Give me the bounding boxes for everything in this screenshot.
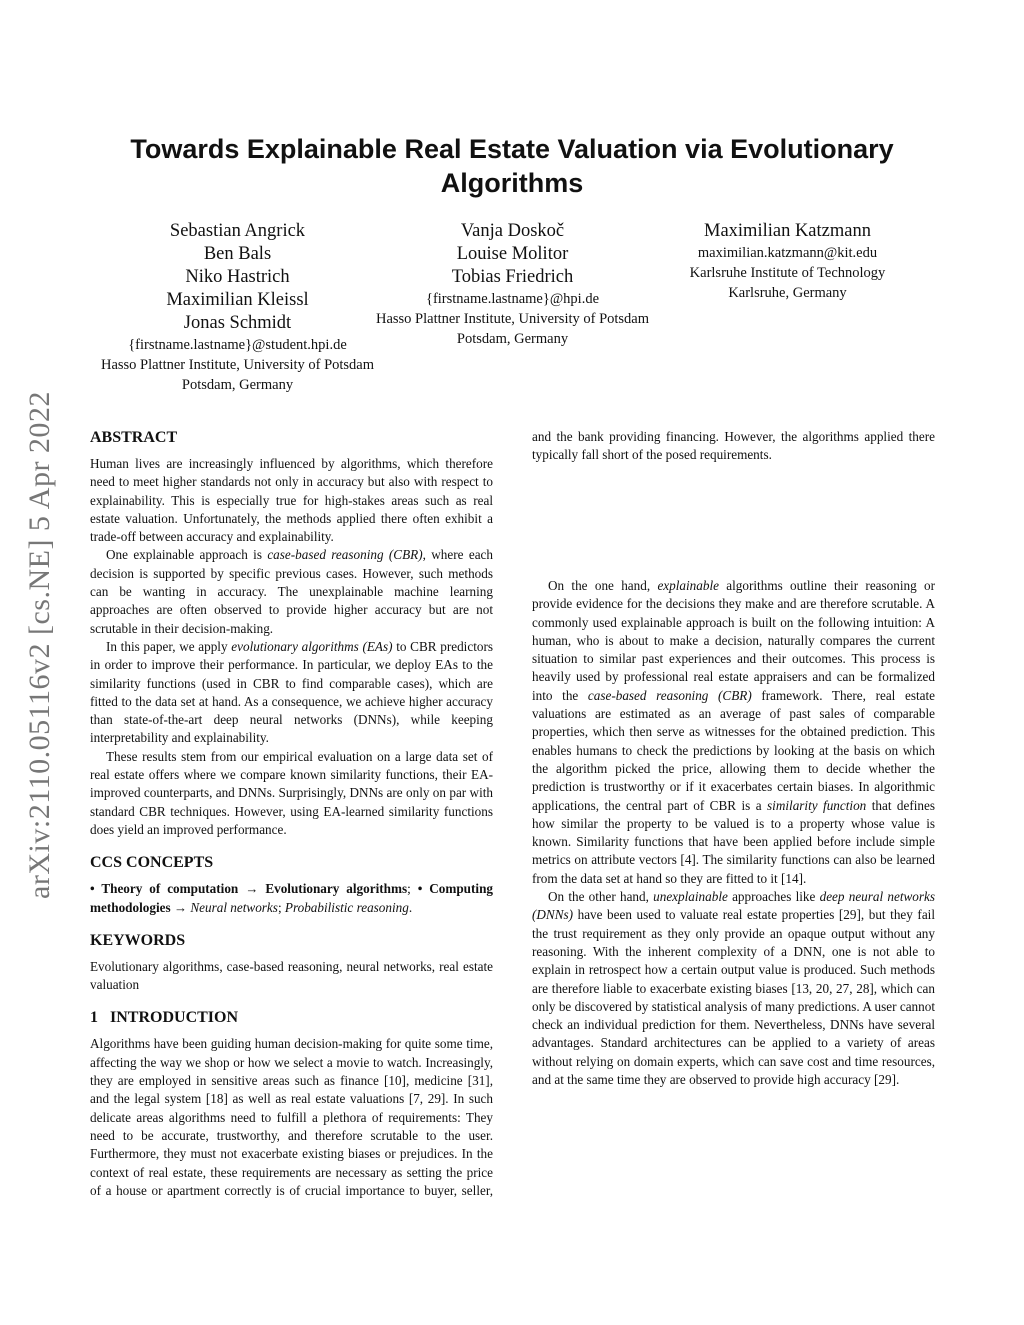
author-column-2	[375, 220, 650, 349]
author-email: maximilian.katzmann@kit.edu	[697, 245, 878, 261]
author-name: Maximilian Katzmann	[704, 221, 871, 241]
author-name: Ben Bals	[203, 244, 272, 264]
keywords-heading: KEYWORDS	[90, 931, 186, 949]
ccs-text: • Theory of computation → Evolutionary algorithms; • Computing methodologies → Neural networks; Probabilistic reasoning.	[90, 881, 493, 915]
author-affiliation: Hasso Plattner Institute, University of Potsdam	[100, 357, 375, 373]
abstract-paragraph-4: These results stem from our empirical evaluation on a large data set of real estate offers where we compare known similarity functions, their EA-improved counterparts, and DNNs. Surprisingly, DNNs are only on par with standard CBR techniques. However, using EA-learned similarity functions does yield an improved performance.	[90, 748, 493, 837]
arxiv-stamp-text: arXiv:2110.05116v2 [cs.NE] 5 Apr 2022	[23, 391, 56, 899]
arxiv-stamp	[20, 362, 60, 928]
intro-paragraph-1-continued	[532, 431, 935, 577]
author-location: Potsdam, Germany	[181, 377, 294, 393]
ccs-heading: CCS CONCEPTS	[90, 854, 214, 872]
intro-heading: 1 INTRODUCTION	[90, 1009, 239, 1027]
abstract-heading: ABSTRACT	[90, 429, 178, 446]
author-name: Jonas Schmidt	[183, 313, 292, 333]
author-location: Potsdam, Germany	[456, 331, 569, 347]
keywords-text: Evolutionary algorithms, case-based reasoning, neural networks, real estate valuation	[90, 958, 493, 993]
left-column	[90, 428, 493, 1199]
author-location: Karlsruhe, Germany	[728, 285, 847, 301]
abstract-paragraph-2: One explainable approach is case-based reasoning (CBR), where each decision is supported by specific previous cases. However, such methods can be wanting in accuracy. The unexplainable machine learning approaches are often observed to provide higher accuracy but are not scrutable in their decision-making.	[90, 547, 494, 636]
author-name: Louise Molitor	[456, 244, 569, 264]
author-email: {firstname.lastname}@student.hpi.de	[128, 337, 347, 353]
intro-paragraph-1-tail: and the bank providing financing. However, the algorithms applied there typically fall short of the posed requirements.	[532, 431, 935, 462]
intro-paragraph-1-start	[90, 1035, 493, 1199]
intro-paragraph-2: On the one hand, explainable algorithms outline their reasoning or provide evidence for the decisions they make and are therefore scrutable. A commonly used explainable approach is built on the following intuition: A human, who is about to make a decision, naturally compares the current situation to similar past experiences and their outcomes. This process is heavily used by professional real estate appraisers and can be formalized into the case-based reasoning (CBR) framework. There, real estate valuations are estimated as an average of past sales of comparable properties, which then serve as witnesses for the obtained prediction. This enables humans to check the predictions by looking at the basis on which the algorithm picked the price, allowing them to decide whether the prediction is trustworthy or if it exacerbates certain biases. In algorithmic applications, the central part of CBR is a similarity function that defines how similar the property to be valued is to a property whose value is known. Similarity functions that have been applied before include simple metrics on attribute vectors [4]. The similarity functions can also be learned from the data set at hand so they are fitted to it [14].	[532, 578, 935, 886]
intro-paragraph-1: Algorithms have been guiding human decision-making for quite some time, affecting the way we shop or how we select a movie to watch. Increasingly, they are employed in sensitive areas such as finance [10], medicine [31], and the legal system [18] as well as real estate valuations [7, 29]. In such delicate areas algorithms need to fulfill a plethora of requirements: They need to be accurate, trustworthy, and therefore scrutable to the user. Furthermore, they must not exacerbate existing biases or prejudices. In the context of real estate, these requirements are necessary as setting the price of a house or apartment correctly is of crucial importance to buyer, seller,	[90, 1036, 493, 1198]
author-name: Tobias Friedrich	[451, 267, 574, 287]
right-column	[532, 431, 935, 1089]
abstract-paragraph-3: In this paper, we apply evolutionary algorithms (EAs) to CBR predictors in order to improve their performance. In particular, we deploy EAs to the similarity functions (used in CBR to find comparable cases), which are fitted to the data set at hand. As a consequence, we achieve higher accuracy than state-of-the-art deep neural networks (DNNs), while keeping interpretability and explainability.	[90, 638, 493, 746]
author-name: Vanja Doskoč	[460, 221, 565, 241]
author-affiliation: Karlsruhe Institute of Technology	[689, 265, 886, 281]
author-column-1	[100, 220, 375, 395]
author-column-3	[650, 220, 925, 303]
author-affiliation: Hasso Plattner Institute, University of Potsdam	[375, 311, 650, 327]
author-name: Niko Hastrich	[185, 267, 290, 287]
author-name: Maximilian Kleissl	[166, 290, 309, 310]
abstract-paragraph-1: Human lives are increasingly influenced by algorithms, which therefore need to meet higher standards not only in accuracy but also with respect to explainability. This is especially true for high-stakes areas such as real estate valuation. Unfortunately, the methods applied there often exhibit a trade-off between accuracy and explainability.	[90, 456, 493, 545]
author-name: Sebastian Angrick	[169, 221, 306, 241]
author-email: {firstname.lastname}@hpi.de	[425, 291, 600, 307]
paper-title: Towards Explainable Real Estate Valuation via Evolutionary Algorithms	[130, 134, 894, 198]
intro-paragraph-3: On the other hand, unexplainable approaches like deep neural networks (DNNs) have been used to valuate real estate properties [29], but they fail the trust requirement as they only provide an opaque output without any reasoning. With the inherent complexity of a DNN, one is not able to explain in retrospect how a certain output value is produced. Such methods are therefore liable to exacerbate existing biases [13, 20, 27, 28], which can only be discovered by statistical analysis of many predictions. A user cannot check an individual prediction for them. Nevertheless, DNNs have several advantages. Standard architectures can be applied to a variety of areas without relying on domain experts, which can save cost and time resources, and at the same time they are observed to provide high accuracy [29].	[532, 889, 935, 1088]
